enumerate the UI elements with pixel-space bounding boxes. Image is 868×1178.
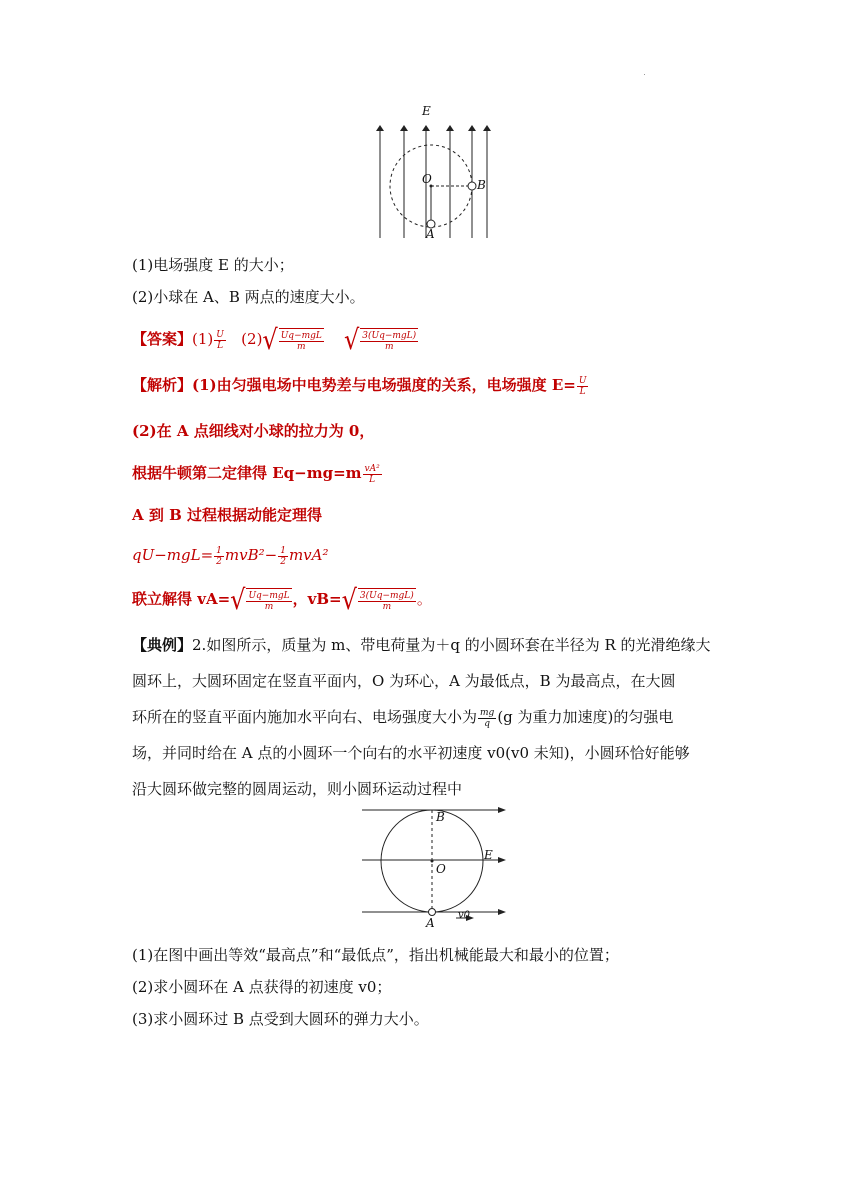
half-2: $\frac{1}{2}$ <box>280 545 286 567</box>
question2-sub1: (1)在图中画出等效“最高点”和“最低点”，指出机械能最大和最小的位置； <box>132 946 619 964</box>
answer-2-sqrt-vb: √ $\frac{\text{3(Uq−mgL)}}{m}$ <box>343 323 417 357</box>
question2-sub2: (2)求小圆环在 A 点获得的初速度 v0； <box>132 978 392 996</box>
question1-part2: (2)小球在 A、B 两点的速度大小。 <box>132 288 365 306</box>
answer-tag: 【答案】 <box>132 330 193 348</box>
analysis-line3: 根据牛顿第二定律得 Eq−mg=m $\frac{\text{vA²}}{L}$ <box>132 463 380 485</box>
question2-line1: 【典例】2.如图所示，质量为 m、带电荷量为＋q 的小圆环套在半径为 R 的光滑绝缘大 <box>132 636 711 654</box>
result-sqrt-vb: √ $\frac{\text{3(Uq−mgL)}}{m}$ <box>341 583 414 617</box>
fig2-label-b: B <box>436 810 445 824</box>
fraction-mg-q: $\frac{mg}{q}$ <box>480 707 495 729</box>
analysis-fraction-va2-l: $\frac{\text{vA²}}{L}$ <box>364 463 380 485</box>
fig2-label-o: O <box>436 862 446 876</box>
corner-mark <box>644 74 645 75</box>
question2-line2: 圆环上，大圆环固定在竖直平面内，O 为环心，A 为最低点，B 为最高点，在大圆 <box>132 672 676 690</box>
answer-1-prefix: (1) <box>192 330 214 348</box>
example-tag: 【典例】 <box>132 636 193 654</box>
answer-1-fraction: $\frac{U}{L}$ <box>216 329 224 351</box>
figure-ring-field <box>360 804 510 924</box>
fig1-label-a: A <box>426 227 435 241</box>
analysis-line1: 【解析】(1)由匀强电场中电势差与电场强度的关系，电场强度 E= $\frac{U}{L}$ <box>132 375 587 397</box>
fig2-label-v0: v0 <box>458 910 471 921</box>
result-sqrt-va: √ $\frac{\text{Uq−mgL}}{m}$ <box>230 583 290 617</box>
fig1-label-o: O <box>422 172 432 186</box>
question2-line4: 场，并同时给在 A 点的小圆环一个向右的水平初速度 v0(v0 未知)，小圆环恰好能够 <box>132 744 690 762</box>
analysis-tag: 【解析】 <box>132 376 193 394</box>
question1-part1: (1)电场强度 E 的大小； <box>132 256 294 274</box>
question2-sub3: (3)求小圆环过 B 点受到大圆环的弹力大小。 <box>132 1010 429 1028</box>
half-1: $\frac{1}{2}$ <box>216 545 222 567</box>
analysis-line5: qU−mgL= $\frac{1}{2}$ mvB²− $\frac{1}{2}$ mvA² <box>132 545 329 567</box>
analysis-line2: (2)在 A 点细线对小球的拉力为 0， <box>132 422 375 440</box>
analysis-line4: A 到 B 过程根据动能定理得 <box>132 506 322 524</box>
fig2-label-e: E <box>484 848 493 862</box>
analysis-fraction-ul: $\frac{U}{L}$ <box>578 375 587 397</box>
question2-line3: 环所在的竖直平面内施加水平向右、电场强度大小为 $\frac{mg}{q}$ (g 为重力加速度)的匀强电 <box>132 707 674 729</box>
fig2-label-a: A <box>426 916 435 930</box>
fig1-label-b: B <box>477 178 486 192</box>
answer-line <box>132 323 419 357</box>
answer-2-prefix: (2) <box>241 330 263 348</box>
answer-2-sqrt-va: √ $\frac{\text{Uq−mgL}}{m}$ <box>262 323 322 357</box>
question2-line5: 沿大圆环做完整的圆周运动，则小圆环运动过程中 <box>132 780 463 798</box>
figure-field-circle <box>370 108 500 242</box>
fig1-label-e: E <box>422 104 431 118</box>
analysis-line6: 联立解得 vA= √ $\frac{\text{Uq−mgL}}{m}$ ，vB= √ $\frac{\text{3(Uq−mgL)}}{m}$ 。 <box>132 583 432 617</box>
